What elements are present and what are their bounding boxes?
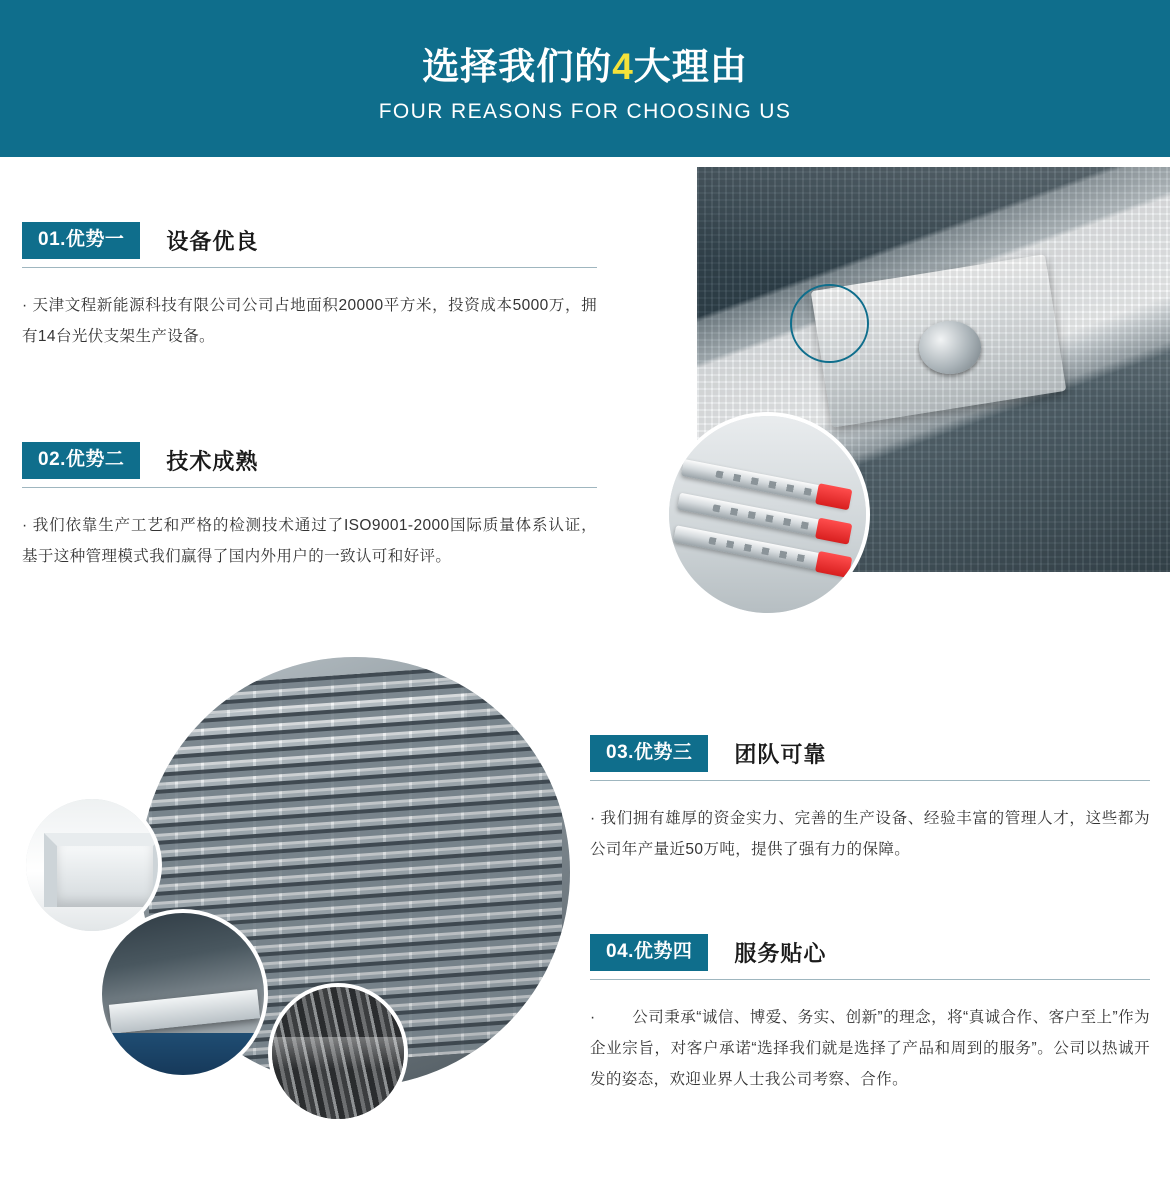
rail-1-tip (815, 483, 852, 510)
page-title-number: 4 (612, 46, 634, 87)
feature-4-divider (590, 979, 1150, 980)
feature-1-title: 设备优良 (166, 229, 259, 254)
feature-block-3 (590, 735, 1150, 865)
feature-3-text: 我们拥有雄厚的资金实力、完善的生产设备、经验丰富的管理人才，这些都为公司年产量近50万吨，提供了强有力的保障。 (590, 810, 1150, 858)
feature-2-body (22, 510, 597, 572)
rail-3-holes (709, 537, 811, 563)
rail-2-holes (712, 504, 812, 530)
steel-coil-bundle-photo (268, 983, 408, 1123)
decorative-circle-outline (790, 284, 869, 363)
feature-1-divider (22, 267, 597, 268)
feature-2-badge: 02.优势二 (22, 442, 140, 479)
page-header (0, 0, 1170, 157)
steel-rail-image (669, 416, 866, 613)
feature-2-header (22, 442, 597, 479)
feature-4-body (590, 1002, 1150, 1095)
rail-3-tip (815, 551, 852, 578)
feature-block-4 (590, 934, 1150, 1095)
feature-4-bullet: · (590, 1009, 596, 1026)
content-area (0, 157, 1170, 1200)
feature-3-title: 团队可靠 (734, 742, 827, 767)
page-subtitle: FOUR REASONS FOR CHOOSING US (378, 100, 792, 123)
feature-1-text: 天津文程新能源科技有限公司公司占地面积20000平方米，投资成本5000万，拥有14台光伏支架生产设备。 (22, 297, 597, 345)
rail-2-tip (815, 517, 852, 544)
feature-2-title: 技术成熟 (166, 449, 259, 474)
feature-3-header (590, 735, 1150, 772)
page-title (0, 44, 1170, 90)
c-channel-image (26, 799, 158, 931)
feature-4-badge: 04.优势四 (590, 934, 708, 971)
feature-1-header (22, 222, 597, 259)
feature-1-body (22, 290, 597, 352)
feature-4-text: 公司秉承“诚信、博爱、务实、创新”的理念，将“真诚合作、客户至上”作为企业宗旨，对客户承诺“选择我们就是选择了产品和周到的服务”。公司以热诚开发的姿态，欢迎业界人士我公司考察、合作。 (590, 1009, 1150, 1088)
feature-2-text: 我们依靠生产工艺和严格的检测技术通过了ISO9001-2000国际质量体系认证，基于这种管理模式我们赢得了国内外用户的一致认可和好评。 (22, 517, 597, 565)
feature-3-divider (590, 780, 1150, 781)
feature-3-badge: 03.优势三 (590, 735, 708, 772)
rail-1-holes (715, 470, 813, 496)
feature-1-badge: 01.优势一 (22, 222, 140, 259)
feature-4-header (590, 934, 1150, 971)
roll-forming-machine-photo (98, 909, 268, 1079)
page-title-suffix: 大理由 (633, 46, 748, 87)
steel-rail-bundle-photo (665, 412, 870, 617)
steel-coil-image (272, 987, 404, 1119)
feature-block-2 (22, 442, 597, 572)
feature-2-bullet: · (22, 517, 28, 534)
feature-1-bullet: · (22, 297, 28, 314)
feature-2-divider (22, 487, 597, 488)
page-title-prefix: 选择我们的 (422, 46, 613, 87)
roll-forming-machine-image (102, 913, 264, 1075)
feature-4-title: 服务贴心 (734, 941, 827, 966)
feature-block-1 (22, 222, 597, 352)
feature-3-bullet: · (590, 810, 596, 827)
feature-3-body (590, 803, 1150, 865)
